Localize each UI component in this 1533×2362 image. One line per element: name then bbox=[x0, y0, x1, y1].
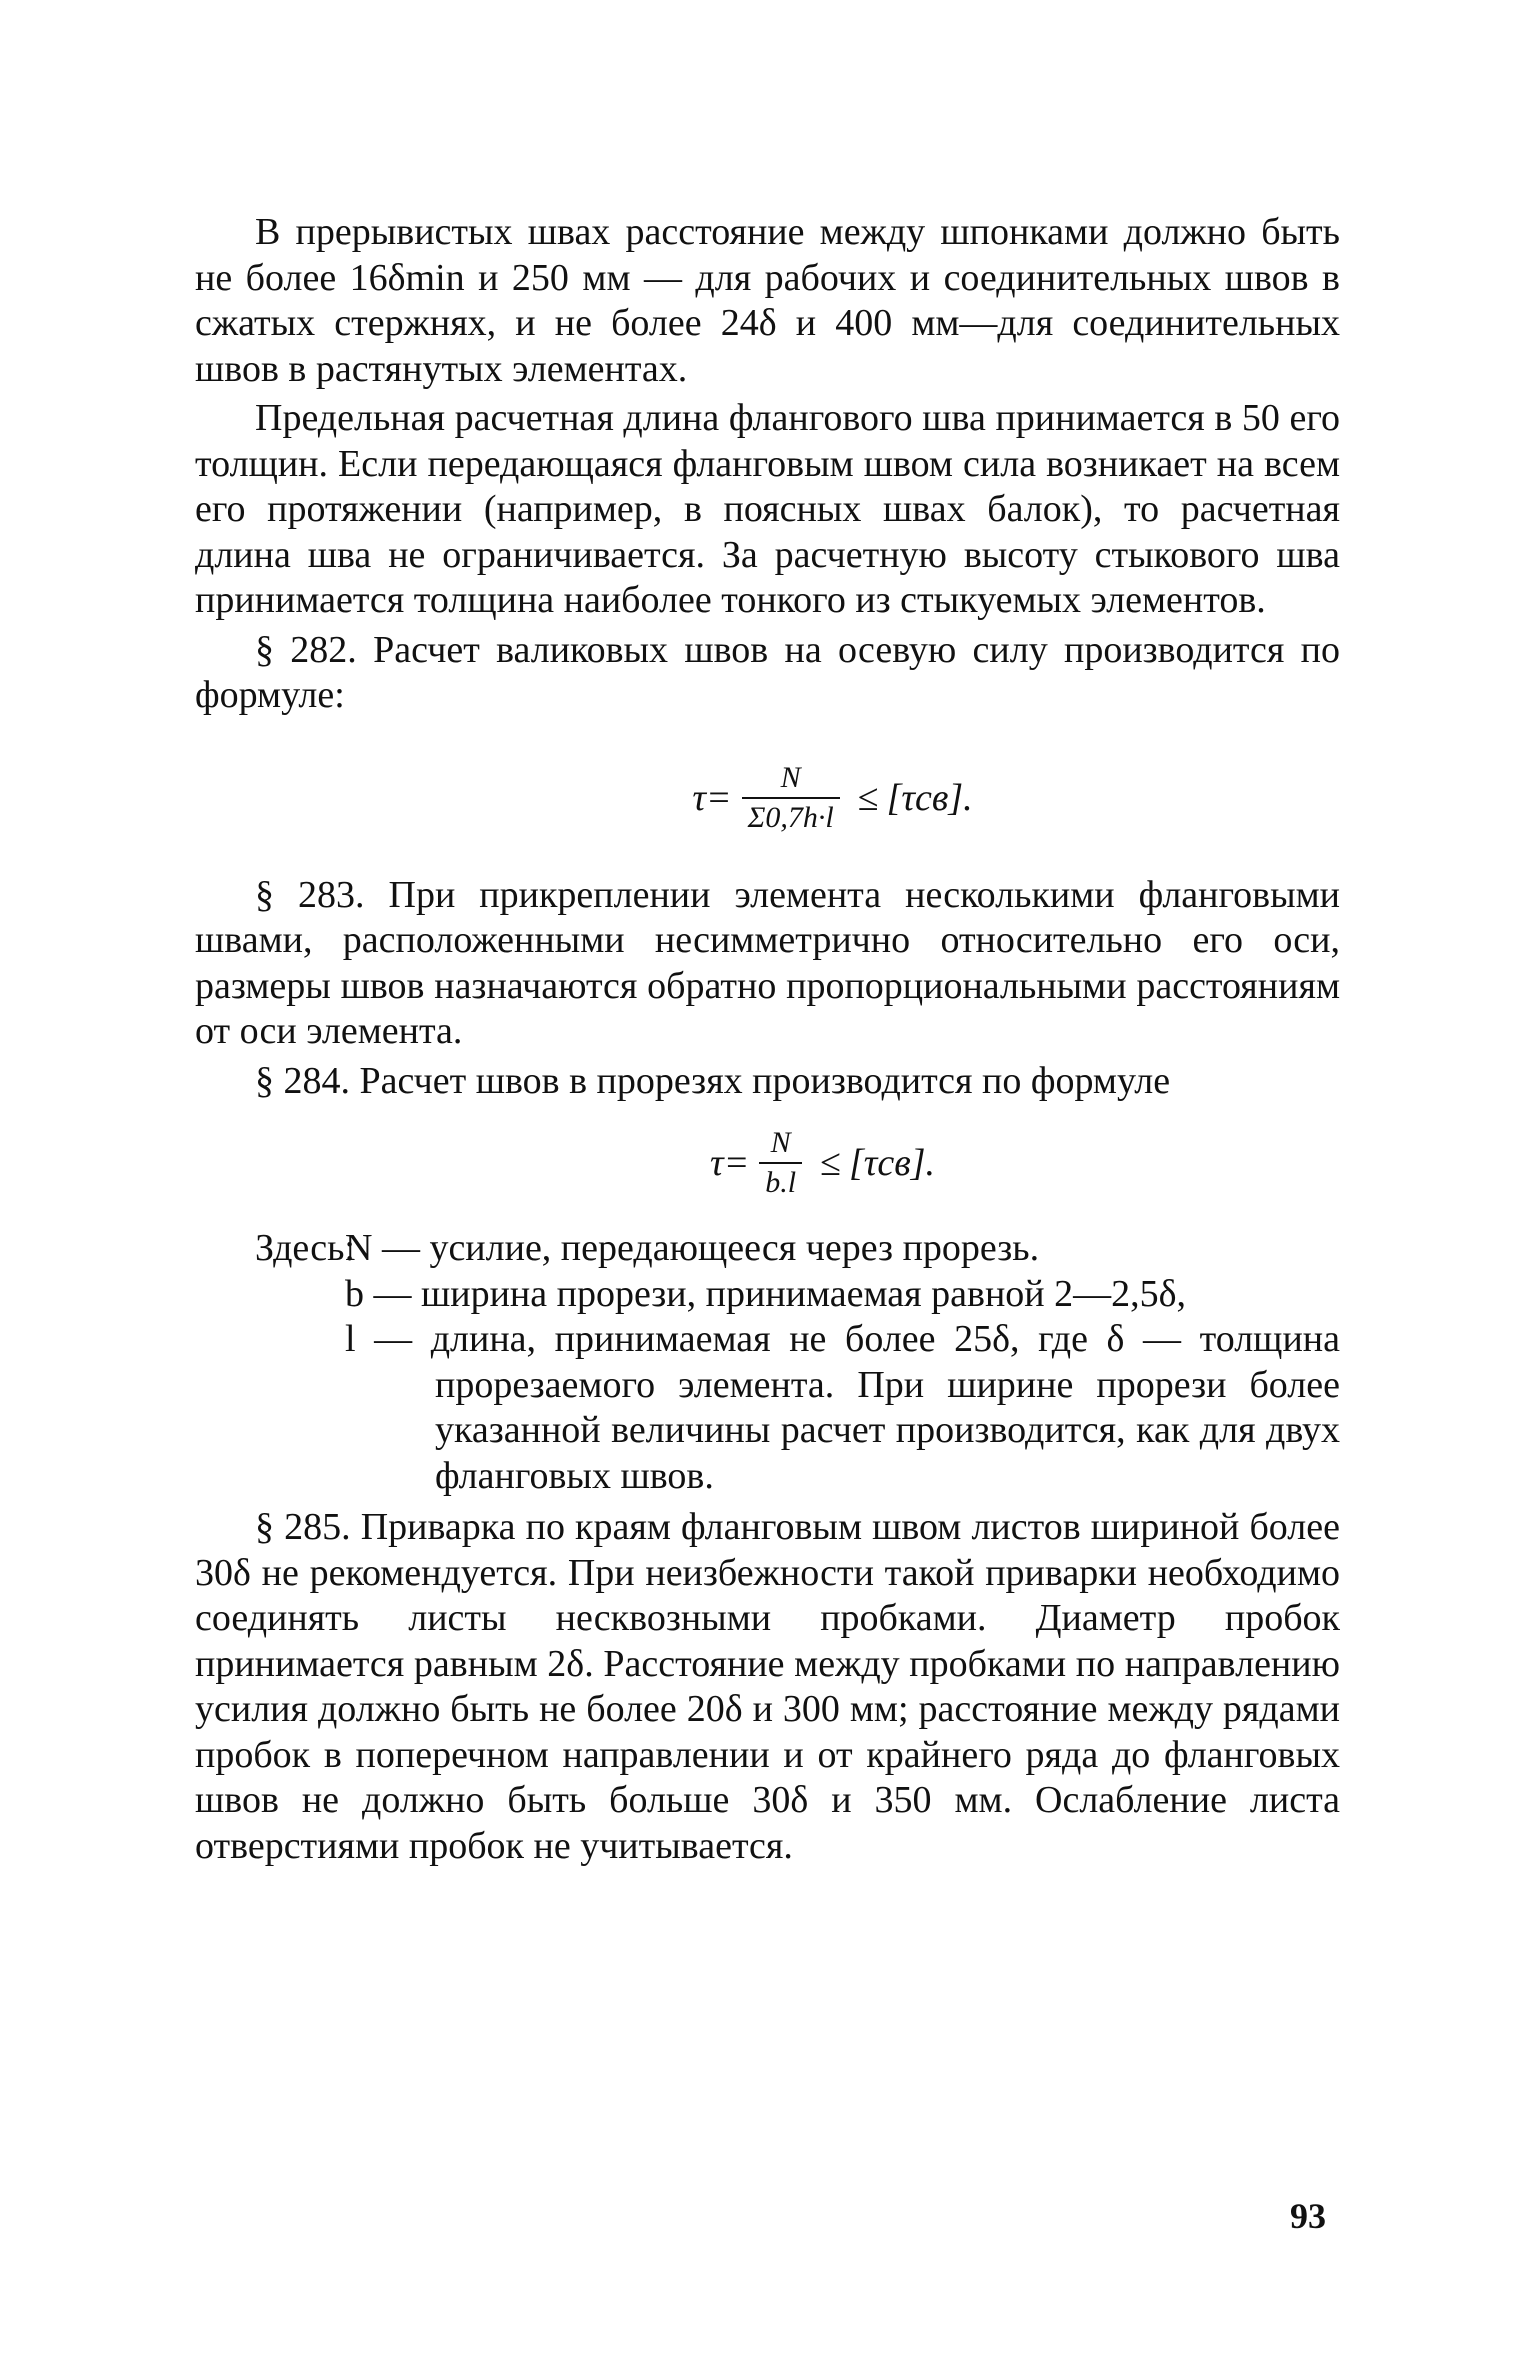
definition-b: b — ширина прорези, принимаемая равной 2—2,5δ, bbox=[345, 1272, 1187, 1315]
paragraph-section-285: § 285. Приварка по краям фланговым швом листов шириной более 30δ не рекомендуется. При неизбежности такой приварки необходимо соединять листы несквозными пробками. Диаметр пробок принимается равным 2δ. Расстояние между пробками по направлению усилия должно быть не более 20δ и 300 мм; расстояние между рядами пробок в поперечном направлении и от крайнего ряда до фланговых швов не должно быть больше 30δ и 350 мм. Ослабление листа отверстиями пробок не учитывается. bbox=[195, 1506, 1340, 1867]
formula-rhs: [τсв]. bbox=[848, 1142, 935, 1184]
formula-rhs: [τсв]. bbox=[886, 776, 973, 819]
paragraph-section-282: § 282. Расчет валиковых швов на осевую силу производится по формуле: bbox=[195, 628, 1340, 716]
paragraph-intermittent-welds: В прерывистых швах расстояние между шпонками должно быть не более 16δmin и 250 мм — для рабочих и соединительных швов в сжатых стержнях, и не более 24δ и 400 мм—для соединительных швов в растянутых элементах. bbox=[195, 211, 1340, 390]
page-number: 93 bbox=[1290, 2196, 1326, 2236]
paragraph-flank-weld-length: Предельная расчетная длина флангового шва принимается в 50 его толщин. Если передающаяся фланговым швом сила возникает на всем его протяжении (например, в поясных швах балок), то расчетная длина шва не ограничивается. За расчетную высоту стыкового шва принимается толщина наиболее тонкого из стыкуемых элементов. bbox=[195, 397, 1340, 621]
paragraph-section-284: § 284. Расчет швов в прорезях производится по формуле bbox=[255, 1059, 1171, 1102]
formula-numerator: N bbox=[770, 1126, 791, 1159]
formula-slot-weld bbox=[195, 1108, 1340, 1218]
paragraph-section-283: § 283. При прикреплении элемента несколькими фланговыми швами, расположенными несимметрично относительно его оси, размеры швов назначаются обратно пропорциональными расстояниям от оси элемента. bbox=[195, 873, 1340, 1052]
formula-denominator: b.l bbox=[759, 1162, 802, 1200]
definition-n: N — усилие, передающееся через прорезь. bbox=[345, 1227, 1040, 1269]
definitions-block bbox=[195, 1226, 1340, 1499]
formula-numerator: N bbox=[780, 760, 801, 794]
definitions-list bbox=[345, 1226, 1340, 1499]
formula-fraction bbox=[759, 1126, 802, 1200]
formula-relation: ≤ bbox=[857, 776, 879, 819]
page-body bbox=[195, 210, 1340, 1873]
formula-fraction bbox=[742, 761, 840, 835]
formula-fillet-weld bbox=[195, 723, 1340, 873]
formula-lhs: τ= bbox=[692, 776, 732, 819]
formula-relation: ≤ bbox=[820, 1142, 841, 1184]
definition-l: l — длина, принимаемая не более 25δ, где δ — толщина прорезаемого элемента. При ширине прорези более указанной величины расчет производится, как для двух фланговых швов. bbox=[345, 1318, 1340, 1497]
definitions-label: Здесь: bbox=[255, 1227, 355, 1269]
formula-lhs: τ= bbox=[710, 1142, 750, 1184]
formula-denominator: Σ0,7h·l bbox=[742, 797, 840, 835]
